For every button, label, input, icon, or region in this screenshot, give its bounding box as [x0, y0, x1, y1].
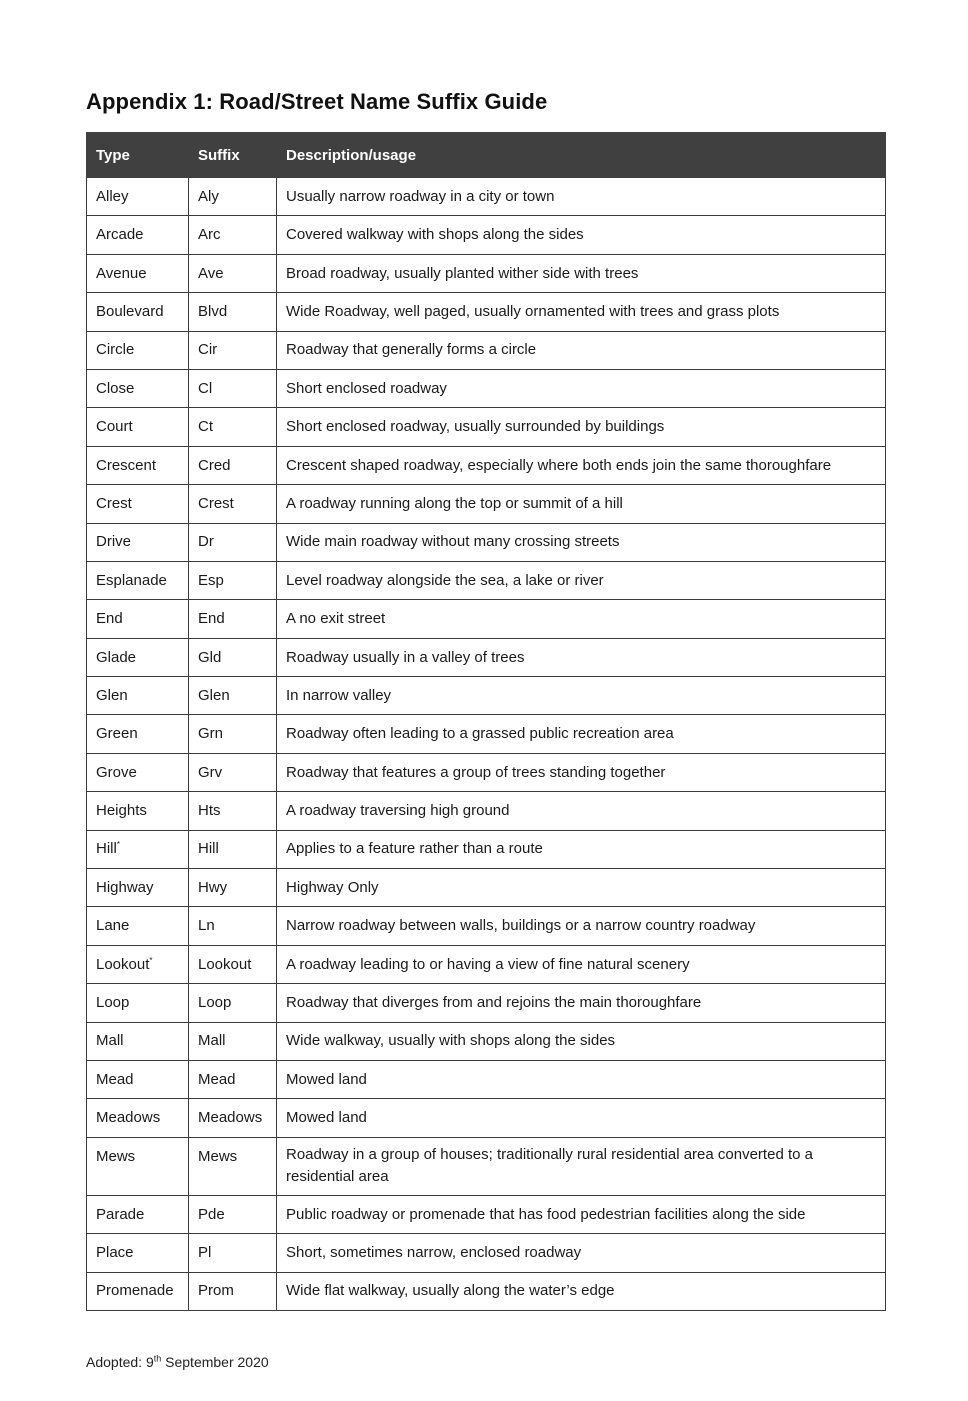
table-row — [87, 715, 886, 753]
cell-description: Roadway usually in a valley of trees — [277, 638, 886, 676]
page-title: Appendix 1: Road/Street Name Suffix Guide — [86, 89, 548, 114]
cell-suffix: Aly — [189, 178, 277, 216]
cell-suffix: Prom — [189, 1272, 277, 1310]
type-text: Lane — [96, 917, 130, 935]
cell-description: Level roadway alongside the sea, a lake or river — [277, 561, 886, 599]
cell-type — [87, 1099, 189, 1137]
cell-type — [87, 945, 189, 983]
type-text: Mead — [96, 1070, 134, 1088]
table-row — [87, 408, 886, 446]
cell-suffix: Grn — [189, 715, 277, 753]
table-row — [87, 1272, 886, 1310]
cell-type — [87, 1022, 189, 1060]
table-row — [87, 677, 886, 715]
type-text: Mews — [96, 1147, 136, 1165]
table-row — [87, 753, 886, 791]
table-row — [87, 638, 886, 676]
cell-suffix: Hwy — [189, 869, 277, 907]
cell-description: In narrow valley — [277, 677, 886, 715]
table-row — [87, 945, 886, 983]
cell-type — [87, 408, 189, 446]
table-row — [87, 485, 886, 523]
cell-suffix: Esp — [189, 561, 277, 599]
cell-description: Wide Roadway, well paged, usually ornamented with trees and grass plots — [277, 293, 886, 331]
type-text: Esplanade — [96, 571, 167, 589]
type-text: Glen — [96, 686, 128, 704]
adoption-footer — [86, 1354, 269, 1370]
cell-suffix: Blvd — [189, 293, 277, 331]
type-text: Heights — [96, 802, 147, 820]
cell-suffix: Ave — [189, 254, 277, 292]
cell-description: Mowed land — [277, 1060, 886, 1098]
cell-description: Roadway in a group of houses; traditionally rural residential area converted to a residential area — [277, 1137, 886, 1195]
cell-suffix: Cir — [189, 331, 277, 369]
cell-type — [87, 446, 189, 484]
table-row — [87, 984, 886, 1022]
cell-type — [87, 677, 189, 715]
table-row — [87, 1137, 886, 1195]
column-header-type: Type — [87, 133, 189, 178]
type-text: Glade — [96, 648, 137, 666]
type-text: Grove — [96, 763, 137, 781]
table-row — [87, 600, 886, 638]
cell-suffix: Gld — [189, 638, 277, 676]
table-row — [87, 446, 886, 484]
cell-suffix: Meadows — [189, 1099, 277, 1137]
cell-suffix: Mall — [189, 1022, 277, 1060]
table-row — [87, 254, 886, 292]
cell-type — [87, 1060, 189, 1098]
type-text: Boulevard — [96, 302, 164, 320]
cell-suffix: Arc — [189, 216, 277, 254]
type-text: Meadows — [96, 1109, 161, 1127]
cell-description: Crescent shaped roadway, especially where both ends join the same thoroughfare — [277, 446, 886, 484]
table-row — [87, 869, 886, 907]
table-row — [87, 907, 886, 945]
cell-type — [87, 792, 189, 830]
table-row — [87, 1060, 886, 1098]
table-row — [87, 1195, 886, 1233]
type-text: End — [96, 610, 123, 628]
cell-type — [87, 485, 189, 523]
type-text: Green — [96, 725, 138, 743]
type-text: Parade — [96, 1205, 145, 1223]
cell-description: Mowed land — [277, 1099, 886, 1137]
cell-type — [87, 869, 189, 907]
cell-description: A roadway leading to or having a view of fine natural scenery — [277, 945, 886, 983]
cell-description: Short enclosed roadway — [277, 369, 886, 407]
cell-suffix: Loop — [189, 984, 277, 1022]
table-row — [87, 331, 886, 369]
type-text: Arcade — [96, 226, 144, 244]
table-row — [87, 216, 886, 254]
table-row — [87, 523, 886, 561]
cell-description: Highway Only — [277, 869, 886, 907]
type-text: Close — [96, 379, 135, 397]
type-text: Avenue — [96, 264, 147, 282]
cell-description: Applies to a feature rather than a route — [277, 830, 886, 868]
table-row — [87, 561, 886, 599]
suffix-table — [86, 132, 886, 1311]
table-row — [87, 830, 886, 868]
cell-suffix: Pl — [189, 1234, 277, 1272]
cell-description: Covered walkway with shops along the sides — [277, 216, 886, 254]
cell-suffix: Hts — [189, 792, 277, 830]
cell-suffix: Cl — [189, 369, 277, 407]
footer-label: Adopted: 9 — [86, 1354, 154, 1370]
cell-description: Short enclosed roadway, usually surrounded by buildings — [277, 408, 886, 446]
cell-type — [87, 561, 189, 599]
column-header-description: Description/usage — [277, 133, 886, 178]
cell-description: Short, sometimes narrow, enclosed roadway — [277, 1234, 886, 1272]
footnote-mark: * — [149, 955, 153, 965]
cell-type — [87, 830, 189, 868]
cell-type — [87, 753, 189, 791]
type-text: Lookout — [96, 955, 150, 973]
cell-suffix: Dr — [189, 523, 277, 561]
cell-type — [87, 715, 189, 753]
cell-description: Roadway that generally forms a circle — [277, 331, 886, 369]
cell-type — [87, 331, 189, 369]
cell-description: Narrow roadway between walls, buildings or a narrow country roadway — [277, 907, 886, 945]
cell-suffix: Mead — [189, 1060, 277, 1098]
cell-type — [87, 293, 189, 331]
cell-suffix: Lookout — [189, 945, 277, 983]
cell-description: A roadway running along the top or summit of a hill — [277, 485, 886, 523]
table-row — [87, 293, 886, 331]
cell-type — [87, 254, 189, 292]
cell-description: Usually narrow roadway in a city or town — [277, 178, 886, 216]
cell-type — [87, 600, 189, 638]
table-row — [87, 1234, 886, 1272]
table-row — [87, 369, 886, 407]
cell-type — [87, 369, 189, 407]
table-row — [87, 1022, 886, 1060]
cell-suffix: Crest — [189, 485, 277, 523]
type-text: Highway — [96, 878, 154, 896]
cell-type — [87, 984, 189, 1022]
cell-type — [87, 1195, 189, 1233]
type-text: Crest — [96, 494, 132, 512]
type-text: Alley — [96, 187, 129, 205]
type-text: Mall — [96, 1032, 124, 1050]
footer-ordinal-suffix: th — [153, 1353, 162, 1364]
cell-description: A no exit street — [277, 600, 886, 638]
cell-type — [87, 216, 189, 254]
footnote-mark: * — [116, 840, 120, 850]
cell-type — [87, 1272, 189, 1310]
cell-type — [87, 1234, 189, 1272]
table-row — [87, 178, 886, 216]
type-text: Drive — [96, 533, 132, 551]
cell-suffix: Glen — [189, 677, 277, 715]
type-text: Hill — [96, 840, 117, 858]
type-text: Place — [96, 1243, 134, 1261]
column-header-suffix: Suffix — [189, 133, 277, 178]
cell-type — [87, 523, 189, 561]
cell-suffix: Ln — [189, 907, 277, 945]
cell-suffix: Ct — [189, 408, 277, 446]
cell-description: A roadway traversing high ground — [277, 792, 886, 830]
table-row — [87, 792, 886, 830]
cell-description: Roadway often leading to a grassed public recreation area — [277, 715, 886, 753]
cell-type — [87, 1137, 189, 1195]
cell-suffix: Cred — [189, 446, 277, 484]
type-text: Crescent — [96, 456, 157, 474]
cell-description: Roadway that diverges from and rejoins the main thoroughfare — [277, 984, 886, 1022]
cell-type — [87, 178, 189, 216]
cell-suffix: Grv — [189, 753, 277, 791]
footer-date-rest: September 2020 — [161, 1354, 269, 1370]
type-text: Promenade — [96, 1282, 174, 1300]
table-header-row — [87, 133, 886, 178]
table-body — [87, 178, 886, 1311]
cell-description: Wide walkway, usually with shops along the sides — [277, 1022, 886, 1060]
cell-description: Broad roadway, usually planted wither side with trees — [277, 254, 886, 292]
cell-suffix: Mews — [189, 1137, 277, 1195]
table-row — [87, 1099, 886, 1137]
type-text: Court — [96, 418, 133, 436]
cell-type — [87, 638, 189, 676]
cell-type — [87, 907, 189, 945]
cell-description: Wide flat walkway, usually along the water’s edge — [277, 1272, 886, 1310]
cell-suffix: Hill — [189, 830, 277, 868]
type-text: Circle — [96, 341, 135, 359]
cell-description: Roadway that features a group of trees standing together — [277, 753, 886, 791]
cell-description: Public roadway or promenade that has food pedestrian facilities along the side — [277, 1195, 886, 1233]
cell-description: Wide main roadway without many crossing streets — [277, 523, 886, 561]
cell-suffix: End — [189, 600, 277, 638]
type-text: Loop — [96, 994, 130, 1012]
cell-suffix: Pde — [189, 1195, 277, 1233]
